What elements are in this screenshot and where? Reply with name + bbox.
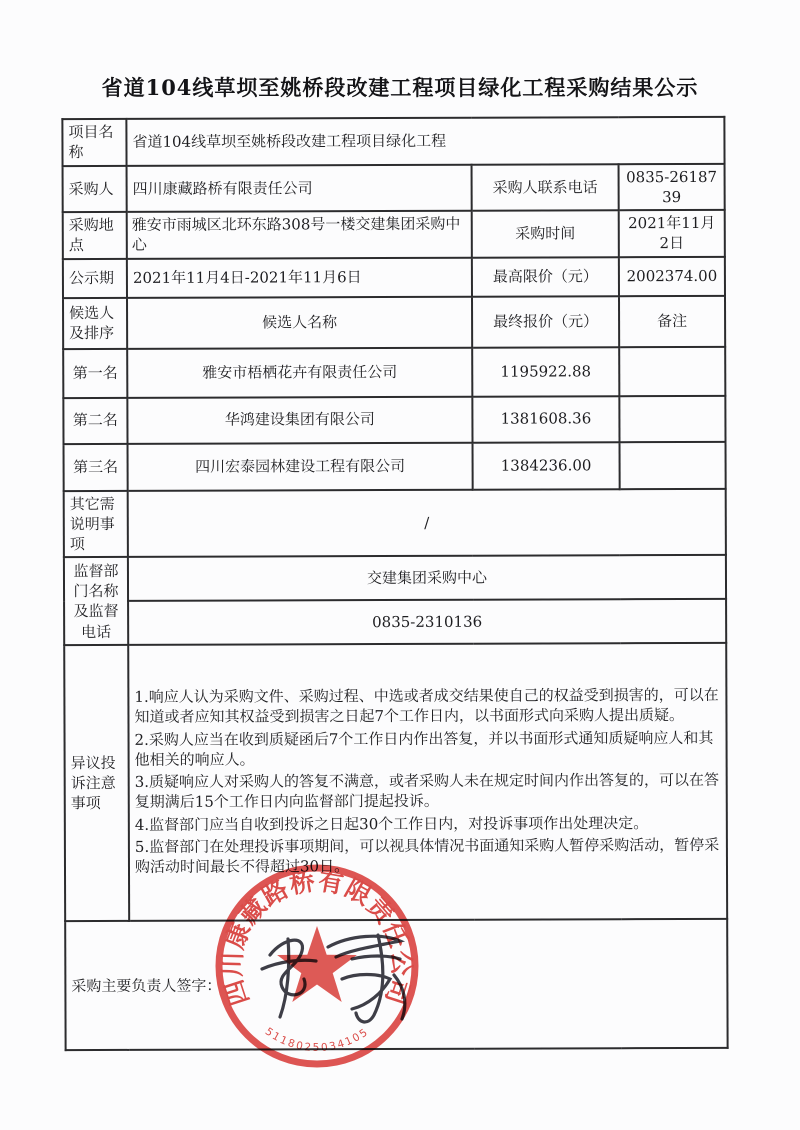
final-price-header: 最终报价（元）: [472, 296, 619, 348]
table-row: [63, 256, 725, 297]
table-row: [62, 117, 724, 166]
table-header-row: [63, 295, 725, 348]
purchaser-label: 采购人: [63, 165, 127, 212]
candidate-3-price: 1384236.00: [473, 442, 620, 490]
page-title: 省道104线草坝至姚桥段改建工程项目绿化工程采购结果公示: [101, 75, 699, 100]
other-notes-label: 其它需说明事项: [64, 490, 128, 557]
objection-item-2: 2.采购人应当在收到质疑函后7个工作日内作出答复，并以书面形式通知质疑响应人和其他相关的响应人。: [134, 728, 714, 769]
purchaser-value: 四川康藏路桥有限责任公司: [127, 164, 472, 212]
project-name-label: 项目名称: [62, 119, 126, 166]
candidate-rank-header: 候选人及排序: [63, 297, 127, 348]
table-row: [63, 163, 725, 212]
seal-company-name: 四川康藏路桥有限责任公司: [217, 866, 417, 1010]
supervision-phone: 0835-2310136: [128, 599, 726, 645]
seal-serial-number: 5118025034105: [262, 1025, 372, 1054]
price-limit-value: 2002374.00: [619, 256, 725, 295]
procurement-result-table: [61, 116, 728, 1052]
supervision-label: 监督部门名称及监督电话: [64, 557, 128, 645]
location-value: 雅安市雨城区北环东路308号一楼交建集团采购中心: [127, 211, 472, 259]
candidate-2-price: 1381608.36: [472, 396, 619, 443]
signature-row: [65, 919, 727, 1050]
table-row: [64, 643, 727, 921]
price-limit-label: 最高限价（元）: [472, 257, 619, 297]
candidate-2-note: [619, 395, 725, 441]
table-row: [64, 599, 726, 645]
project-name-value: 省道104线草坝至姚桥段改建工程项目绿化工程: [126, 117, 724, 166]
other-notes-value: /: [128, 488, 726, 557]
location-label: 采购地点: [63, 212, 127, 259]
purchaser-phone-label: 采购人联系电话: [472, 164, 619, 211]
candidate-3-rank: 第三名: [64, 443, 128, 490]
table-row: [64, 488, 726, 557]
purchaser-phone-value: 0835-2618739: [619, 163, 725, 210]
publicity-period-value: 2021年11月4日-2021年11月6日: [127, 257, 472, 297]
note-header: 备注: [619, 295, 725, 346]
objection-label: 异议投诉注意事项: [64, 645, 129, 921]
signature-cell: [65, 919, 727, 1050]
candidate-name-header: 候选人名称: [127, 296, 472, 348]
table-row: [63, 210, 725, 259]
supervision-department: 交建集团采购中心: [128, 555, 726, 601]
publicity-period-label: 公示期: [63, 258, 127, 297]
objection-item-3: 3.质疑响应人对采购人的答复不满意，或者采购人未在规定时间内作出答复的，可以在答复期满后15个工作日内向监督部门提起投诉。: [134, 770, 720, 812]
candidate-row-1: [63, 346, 725, 397]
purchase-time-label: 采购时间: [472, 210, 619, 257]
candidate-1-rank: 第一名: [63, 348, 127, 397]
candidate-1-price: 1195922.88: [472, 347, 619, 397]
candidate-1-note: [619, 346, 725, 395]
objection-text: [128, 643, 727, 921]
candidate-2-name: 华鸿建设集团有限公司: [127, 396, 472, 443]
candidate-1-name: 雅安市梧栖花卉有限责任公司: [127, 347, 472, 397]
candidate-row-2: [63, 395, 725, 443]
objection-item-4: 4.监督部门应当自收到投诉之日起30个工作日内，对投诉事项作出处理决定。: [134, 813, 649, 834]
objection-item-1: 1.响应人认为采购文件、采购过程、中选或者成交结果使自己的权益受到损害的，可以在知道或者应知其权益受到损害之日起7个工作日内，以书面形式向采购人提出质疑。: [134, 685, 719, 727]
objection-item-5: 5.监督部门在处理投诉事项期间，可以视具体情况书面通知采购人暂停采购活动，暂停采购活动时间最长不得超过30日。: [134, 835, 720, 877]
table-row: [64, 555, 726, 601]
candidate-3-note: [620, 441, 726, 488]
signature-label: 采购主要负责人签字：: [71, 976, 222, 995]
candidate-3-name: 四川宏泰园林建设工程有限公司: [128, 442, 473, 490]
candidate-row-3: [64, 441, 726, 490]
candidate-2-rank: 第二名: [63, 397, 127, 443]
purchase-time-value: 2021年11月2日: [619, 210, 725, 257]
